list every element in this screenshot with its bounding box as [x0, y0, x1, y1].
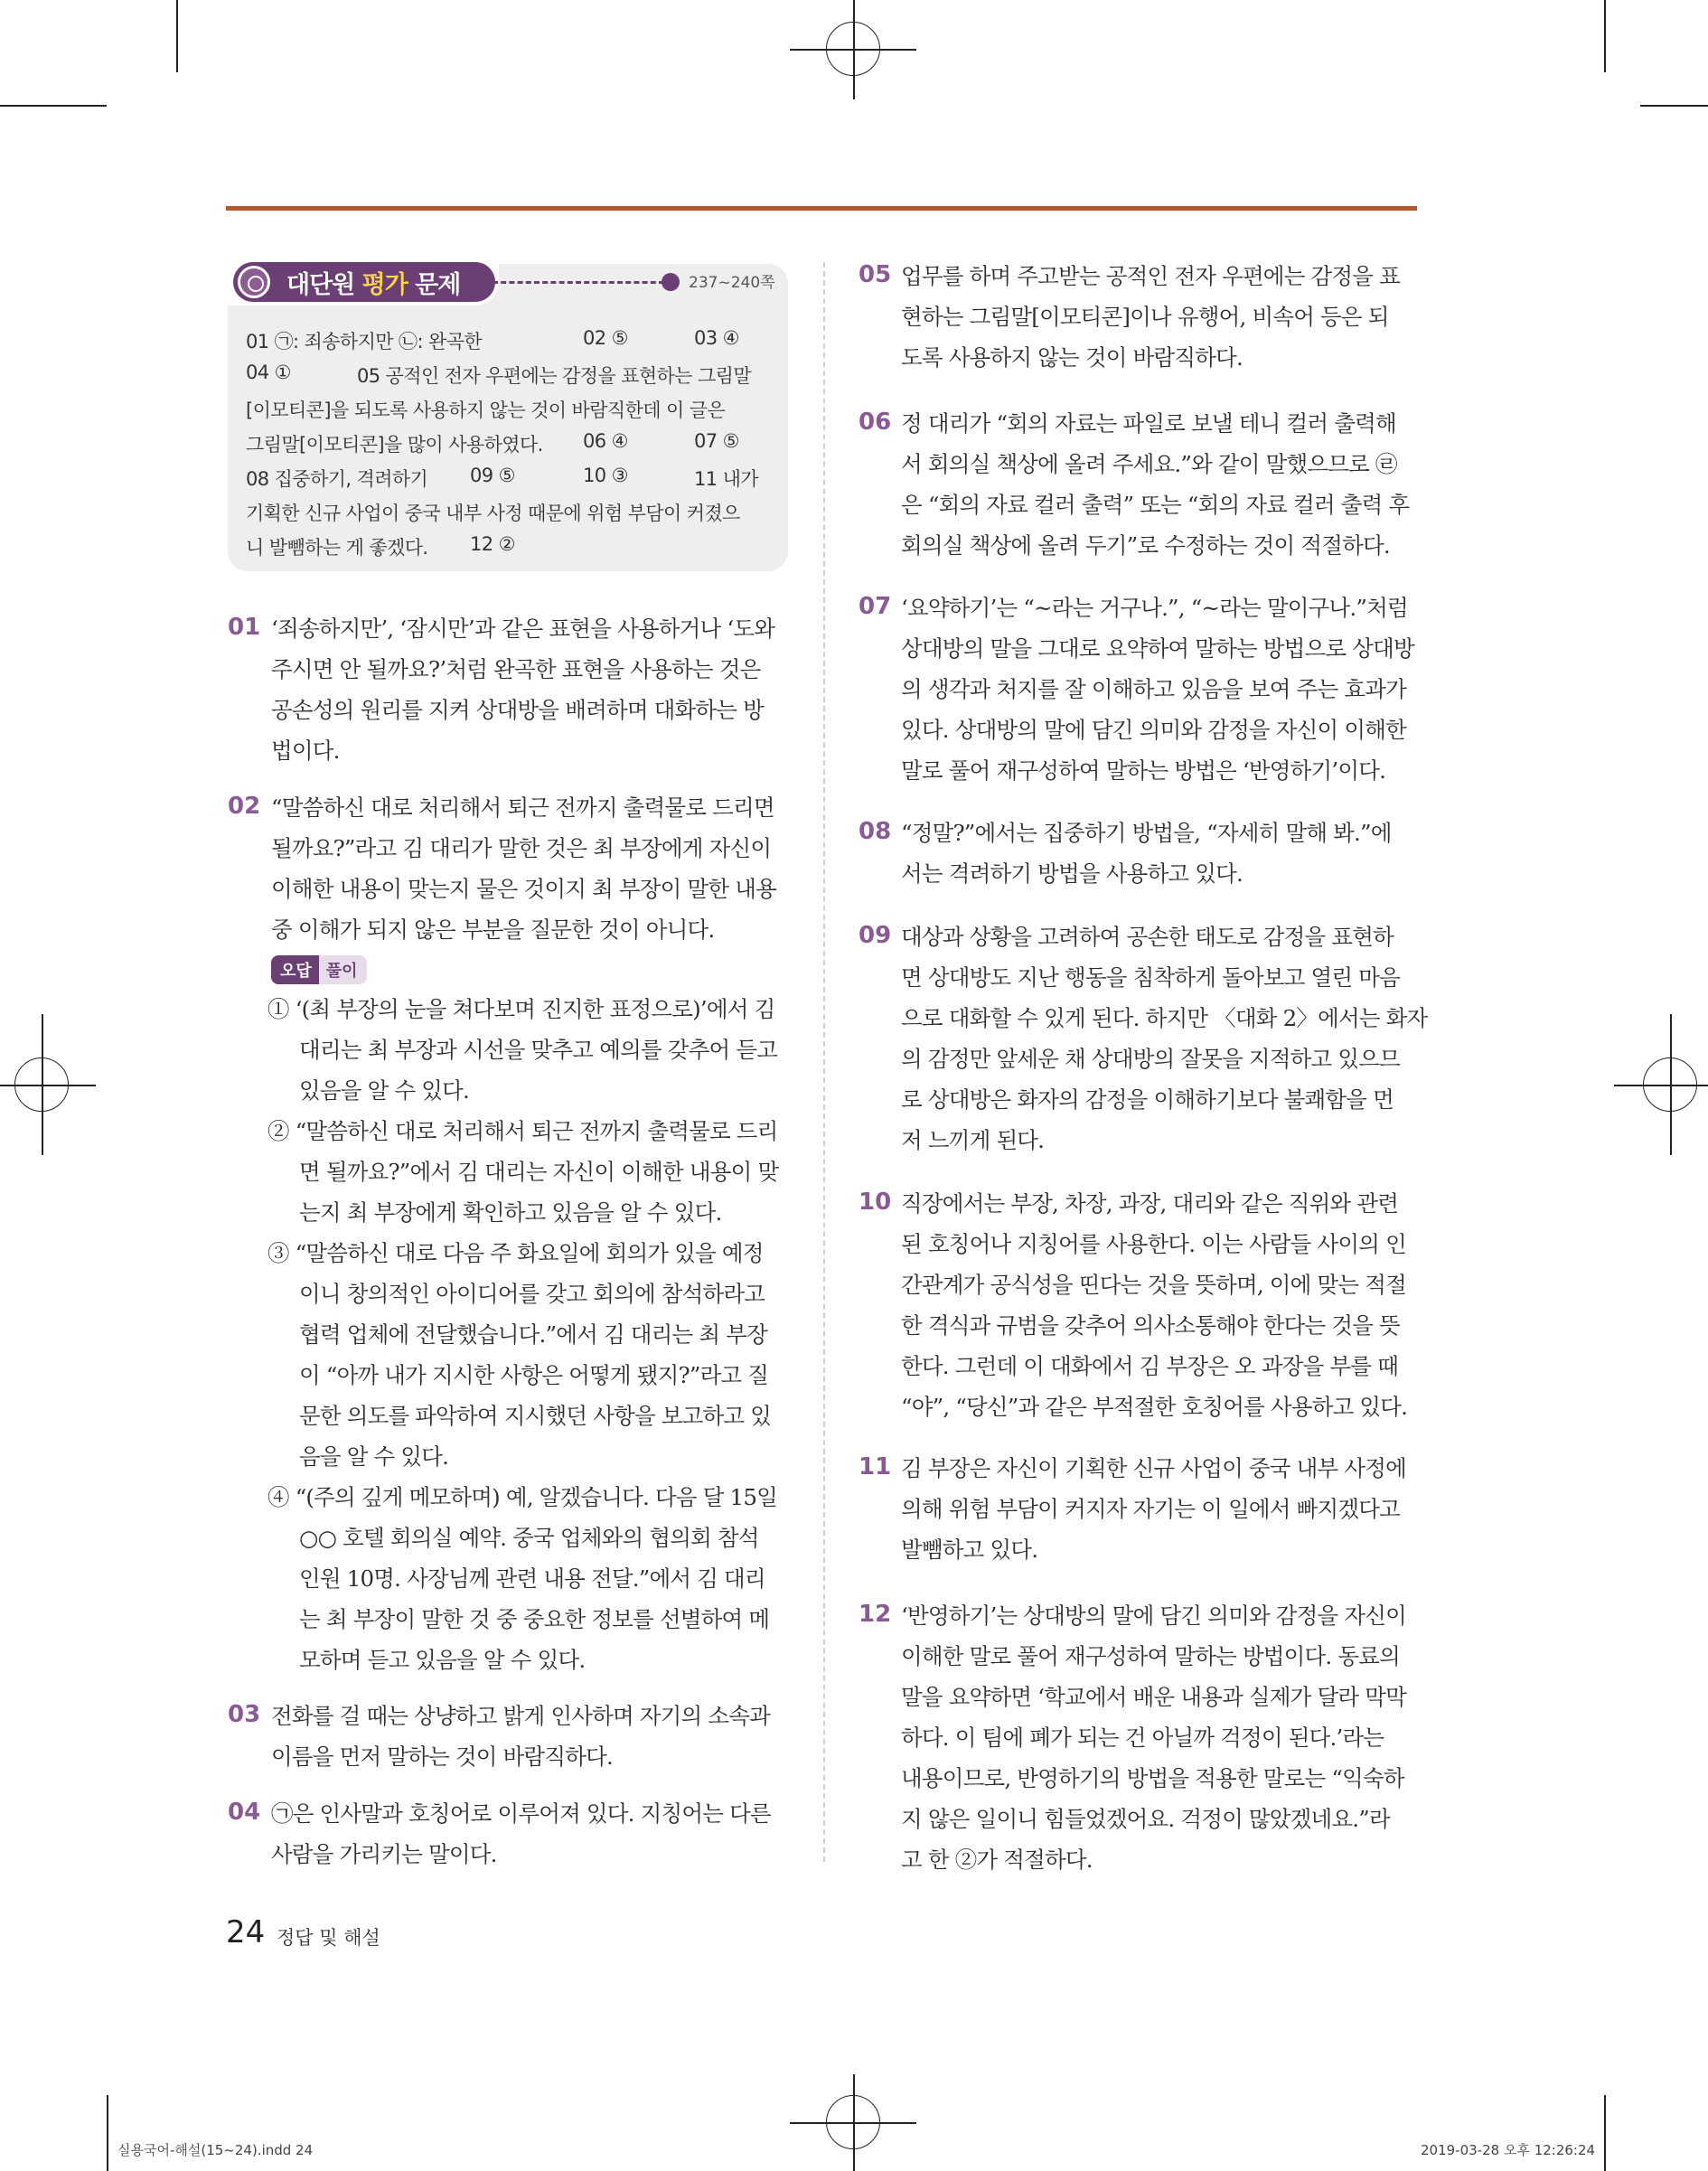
text-line: 있다. 상대방의 말에 담긴 의미와 감정을 자신이 이해한: [901, 717, 1406, 743]
text-line: 서 회의실 책상에 올려 주세요.”와 같이 말했으므로 ㉣: [901, 451, 1397, 477]
summary-answer: 08 집중하기, 격려하기: [246, 468, 428, 490]
summary-answer: 11 내가: [694, 468, 758, 490]
text-line: 한다. 그런데 이 대화에서 김 부장은 오 과장을 부를 때: [901, 1353, 1399, 1379]
print-slug-date: 2019-03-28 오후 12:26:24: [1421, 2142, 1596, 2158]
footer-label: 정답 및 해설: [277, 1927, 380, 1949]
text-line: 으로 대화할 수 있게 된다. 하지만 〈대화 2〉에서는 화자: [901, 1005, 1428, 1031]
summary-title: 대단원 평가 문제: [286, 270, 461, 299]
sub-line: 협력 업체에 전달했습니다.”에서 김 대리는 최 부장: [299, 1321, 767, 1348]
summary-answer: 04 ①: [246, 362, 291, 383]
text-line: ㉠은 인사말과 호칭어로 이루어져 있다. 지칭어는 다른: [271, 1800, 771, 1827]
summary-answer: 03 ④: [694, 327, 739, 349]
text-line: 공손성의 원리를 지켜 상대방을 배려하며 대화하는 방: [271, 697, 764, 723]
sub-line: 음을 알 수 있다.: [299, 1443, 449, 1470]
text-line: 상대방의 말을 그대로 요약하여 말하는 방법으로 상대방: [901, 635, 1414, 662]
text-line: 될까요?”라고 김 대리가 말한 것은 최 부장에게 자신이: [271, 835, 772, 861]
sub-line: 는 최 부장이 말한 것 중 중요한 정보를 선별하여 메: [299, 1606, 770, 1632]
column-divider: [823, 262, 825, 1862]
text-line: 말을 요약하면 ‘학교에서 배운 내용과 실제가 달라 막막: [901, 1684, 1406, 1710]
text-line: ‘죄송하지만’, ‘잠시만’과 같은 표현을 사용하거나 ‘도와: [271, 616, 775, 642]
text-line: “말씀하신 대로 처리해서 퇴근 전까지 출력물로 드리면: [271, 794, 774, 821]
question-number: 07: [859, 593, 892, 620]
page-range: 237~240쪽: [689, 274, 775, 292]
sub-line: ① ‘(최 부장의 눈을 쳐다보며 진지한 표정으로)’에서 김: [267, 996, 775, 1022]
question-number: 03: [228, 1701, 261, 1728]
question-number: 12: [859, 1601, 892, 1628]
text-line: 지 않은 일이니 힘들었겠어요. 걱정이 많았겠네요.”라: [901, 1806, 1390, 1832]
text-line: 회의실 책상에 올려 두기”로 수정하는 것이 적절하다.: [901, 532, 1390, 559]
sub-line: 는지 최 부장에게 확인하고 있음을 알 수 있다.: [299, 1199, 722, 1226]
text-line: 면 상대방도 지난 행동을 침착하게 돌아보고 열린 마음: [901, 964, 1400, 991]
text-line: 하다. 이 팀에 폐가 되는 건 아닐까 걱정이 된다.’라는: [901, 1725, 1384, 1751]
question-number: 09: [859, 922, 892, 949]
text-line: 현하는 그림말[이모티콘]이나 유행어, 비속어 등은 되: [901, 304, 1389, 330]
summary-answer: 09 ⑤: [470, 465, 515, 486]
sub-line: 이 “아까 내가 지시한 사항은 어떻게 됐지?”라고 질: [299, 1362, 769, 1388]
summary-answer: 02 ⑤: [583, 327, 628, 349]
text-line: “야”, “당신”과 같은 부적절한 호칭어를 사용하고 있다.: [901, 1394, 1408, 1420]
sub-line: 면 될까요?”에서 김 대리는 자신이 이해한 내용이 맞: [299, 1159, 779, 1185]
text-line: 도록 사용하지 않는 것이 바람직하다.: [901, 344, 1243, 371]
text-line: 말로 풀어 재구성하여 말하는 방법은 ‘반영하기’이다.: [901, 757, 1386, 784]
sub-line: 모하며 듣고 있음을 알 수 있다.: [299, 1647, 586, 1673]
summary-answer: 05 공적인 전자 우편에는 감정을 표현하는 그림말: [357, 365, 752, 387]
summary-answer: 01 ㉠: 죄송하지만 ㉡: 완곡한: [246, 331, 483, 352]
sub-line: ④ “(주의 깊게 메모하며) 예, 알겠습니다. 다음 달 15일: [267, 1484, 778, 1510]
sub-line: ○○ 호텔 회의실 예약. 중국 업체와의 협의회 참석: [299, 1525, 759, 1551]
text-line: 정 대리가 “회의 자료는 파일로 보낼 테니 컬러 출력해: [901, 410, 1396, 437]
question-number: 10: [859, 1189, 892, 1216]
summary-answer: 06 ④: [583, 430, 628, 452]
text-line: “정말?”에서는 집중하기 방법을, “자세히 말해 봐.”에: [901, 820, 1392, 846]
text-line: 이름을 먼저 말하는 것이 바람직하다.: [271, 1743, 613, 1770]
text-line: ‘반영하기’는 상대방의 말에 담긴 의미와 감정을 자신이: [901, 1602, 1406, 1629]
print-slug-file: 실용국어-해설(15~24).indd 24: [117, 2142, 314, 2158]
text-line: 은 “회의 자료 컬러 출력” 또는 “회의 자료 컬러 출력 후: [901, 492, 1410, 518]
text-line: 서는 격려하기 방법을 사용하고 있다.: [901, 860, 1243, 887]
text-line: 간관계가 공식성을 띤다는 것을 뜻하며, 이에 맞는 적절: [901, 1272, 1406, 1298]
text-line: 의 감정만 앞세운 채 상대방의 잘못을 지적하고 있으므: [901, 1046, 1400, 1072]
text-line: 업무를 하며 주고받는 공적인 전자 우편에는 감정을 표: [901, 263, 1400, 289]
text-line: 발뺌하고 있다.: [901, 1537, 1038, 1563]
wrong-answer-explanation-badge: [271, 956, 367, 983]
badge-explanation: 풀이: [319, 955, 367, 984]
text-line: 직장에서는 부장, 차장, 과장, 대리와 같은 직위와 관련: [901, 1190, 1399, 1217]
summary-answer: 기획한 신규 사업이 중국 내부 사정 때문에 위험 부담이 커졌으: [246, 503, 740, 524]
text-line: 고 한 ②가 적절하다.: [901, 1847, 1093, 1873]
text-line: 중 이해가 되지 않은 부분을 질문한 것이 아니다.: [271, 916, 715, 943]
text-line: 전화를 걸 때는 상냥하고 밝게 인사하며 자기의 소속과: [271, 1703, 770, 1729]
text-line: 사람을 가리키는 말이다.: [271, 1841, 497, 1867]
page-number: 24: [226, 1914, 266, 1950]
title-dash-line: [493, 281, 664, 284]
text-line: 된 호칭어나 지칭어를 사용한다. 이는 사람들 사이의 인: [901, 1231, 1406, 1257]
text-line: 내용이므로, 반영하기의 방법을 적용한 말로는 “익숙하: [901, 1765, 1404, 1791]
text-line: 주시면 안 될까요?’처럼 완곡한 표현을 사용하는 것은: [271, 656, 761, 682]
title-dash-dot: [662, 273, 680, 291]
sub-line: 인원 10명. 사장님께 관련 내용 전달.”에서 김 대리: [299, 1565, 765, 1592]
text-line: 이해한 말로 풀어 재구성하여 말하는 방법이다. 동료의: [901, 1643, 1400, 1669]
question-number: 06: [859, 409, 892, 436]
summary-answer: 10 ③: [583, 465, 628, 486]
sub-line: 대리는 최 부장과 시선을 맞추고 예의를 갖추어 듣고: [299, 1037, 778, 1063]
text-line: 의 생각과 처지를 잘 이해하고 있음을 보여 주는 효과가: [901, 676, 1406, 702]
target-icon: [238, 266, 270, 298]
question-number: 05: [859, 261, 892, 288]
text-line: 로 상대방은 화자의 감정을 이해하기보다 불쾌함을 먼: [901, 1086, 1394, 1113]
text-line: 이해한 내용이 맞는지 물은 것이지 최 부장이 말한 내용: [271, 876, 776, 902]
summary-answer: [이모티콘]을 되도록 사용하지 않는 것이 바람직한데 이 글은: [246, 399, 726, 421]
sub-line: 이니 창의적인 아이디어를 갖고 회의에 참석하라고: [299, 1281, 765, 1307]
question-number: 11: [859, 1453, 892, 1480]
sub-line: 문한 의도를 파악하여 지시했던 사항을 보고하고 있: [299, 1403, 772, 1429]
text-line: 한 격식과 규범을 갖추어 의사소통해야 한다는 것을 뜻: [901, 1312, 1400, 1339]
question-number: 04: [228, 1799, 261, 1826]
summary-answer: 그림말[이모티콘]을 많이 사용하였다.: [246, 434, 543, 456]
question-number: 01: [228, 614, 261, 641]
text-line: 법이다.: [271, 738, 340, 764]
text-line: 김 부장은 자신이 기획한 신규 사업이 중국 내부 사정에: [901, 1455, 1406, 1481]
question-number: 02: [228, 793, 261, 820]
summary-answer: 12 ②: [470, 533, 515, 555]
summary-title-badge: [233, 262, 495, 302]
sub-line: ② “말씀하신 대로 처리해서 퇴근 전까지 출력물로 드리: [267, 1118, 778, 1144]
text-line: 저 느끼게 된다.: [901, 1127, 1045, 1153]
summary-answer: 니 발뺌하는 게 좋겠다.: [246, 537, 428, 559]
text-line: 의해 위험 부담이 커지자 자기는 이 일에서 빠지겠다고: [901, 1496, 1400, 1522]
summary-answer: 07 ⑤: [694, 430, 739, 452]
badge-wrong-answer: 오답: [271, 955, 319, 984]
sub-line: ③ “말씀하신 대로 다음 주 화요일에 회의가 있을 예정: [267, 1240, 764, 1266]
question-number: 08: [859, 818, 892, 845]
text-line: 대상과 상황을 고려하여 공손한 태도로 감정을 표현하: [901, 924, 1394, 950]
text-line: ‘요약하기’는 “~라는 거구나.”, “~라는 말이구나.”처럼: [901, 595, 1408, 621]
header-rule: [226, 206, 1417, 211]
sub-line: 있음을 알 수 있다.: [299, 1077, 470, 1104]
